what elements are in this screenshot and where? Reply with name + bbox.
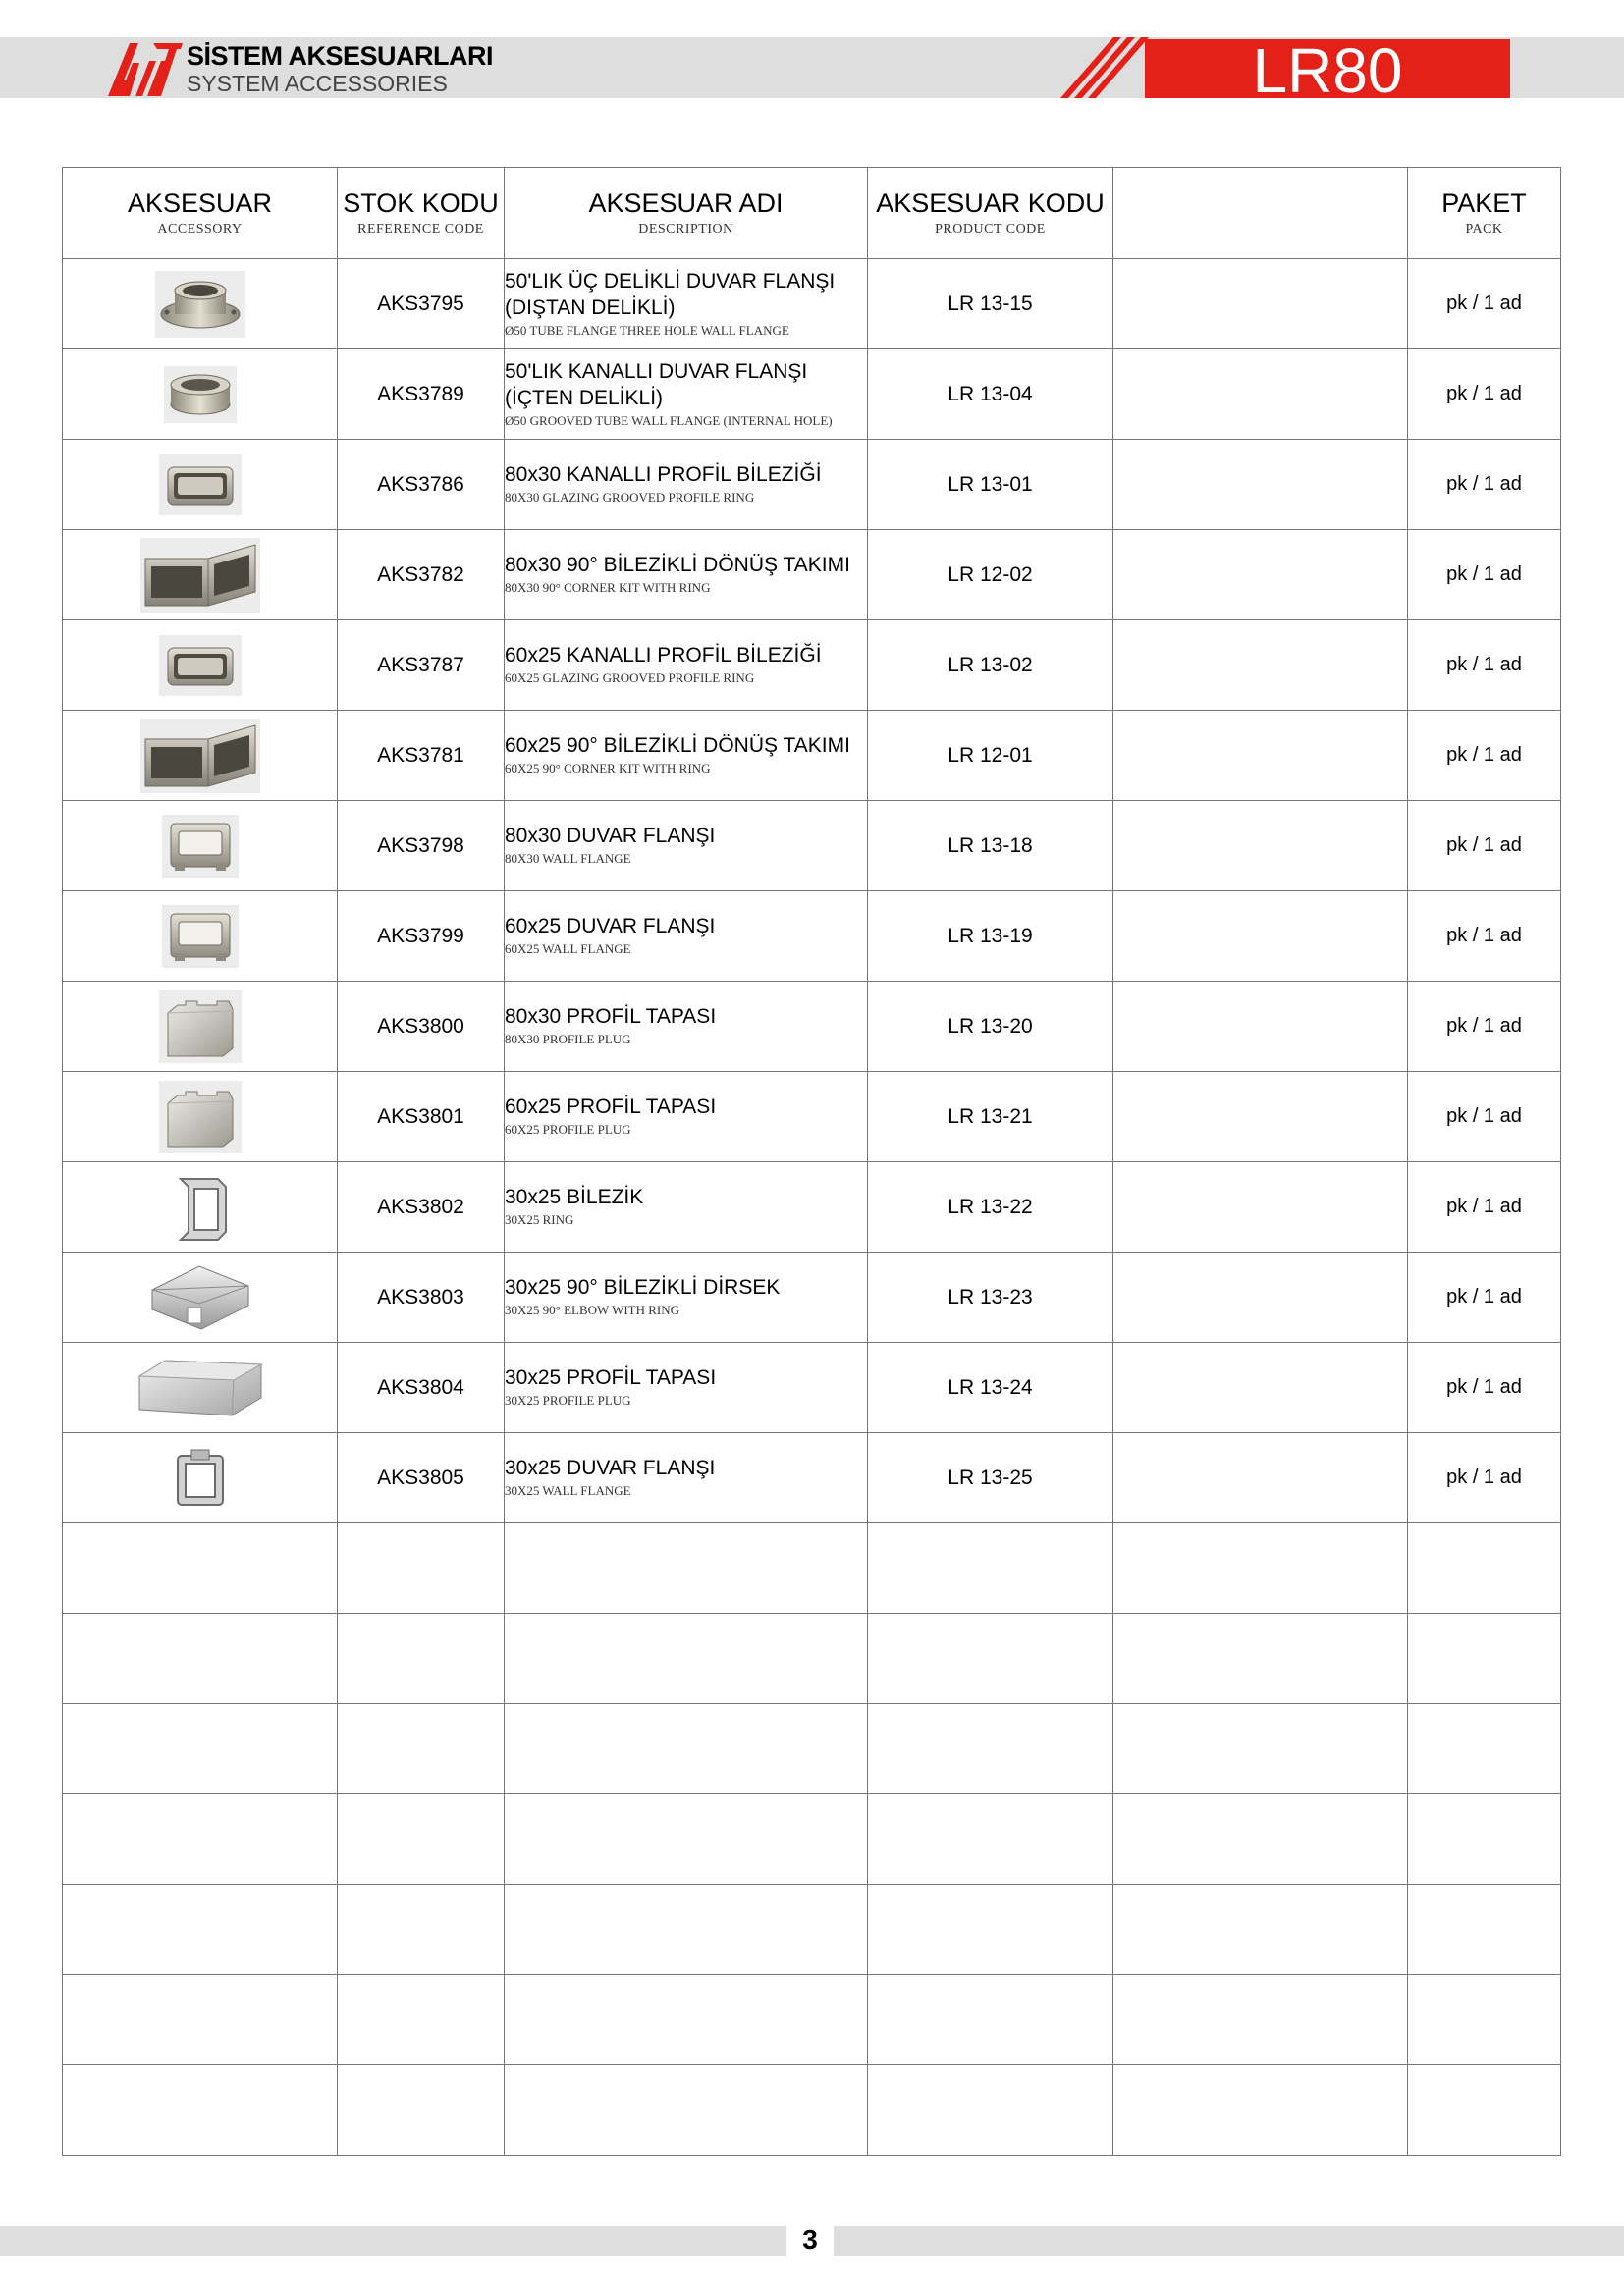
empty-cell <box>1408 1975 1561 2065</box>
catalog-subtitle: SYSTEM ACCESSORIES <box>187 71 448 96</box>
round-three-hole-flange-icon <box>153 295 247 312</box>
empty-cell <box>505 1885 868 1975</box>
empty-cell <box>505 1523 868 1614</box>
empty-cell <box>1113 1794 1408 1885</box>
empty-cell <box>63 2065 338 2156</box>
description-cell <box>505 259 868 349</box>
description-tr: 80x30 90° BİLEZİKLİ DÖNÜŞ TAKIMI <box>505 554 850 576</box>
table-row <box>63 982 1561 1072</box>
reference-code: AKS3795 <box>338 259 505 349</box>
pack-cell: pk / 1 ad <box>1408 1162 1561 1253</box>
empty-cell <box>1408 1523 1561 1614</box>
blank-cell <box>1113 711 1408 801</box>
empty-row <box>63 1794 1561 1885</box>
description-tr: 60x25 DUVAR FLANŞI <box>505 915 716 937</box>
empty-cell <box>505 2065 868 2156</box>
empty-cell <box>505 1704 868 1794</box>
table-row <box>63 1343 1561 1433</box>
empty-cell <box>1113 2065 1408 2156</box>
reference-code: AKS3803 <box>338 1253 505 1343</box>
empty-cell <box>338 1885 505 1975</box>
product-code: LR 13-23 <box>868 1253 1113 1343</box>
pack-cell: pk / 1 ad <box>1408 259 1561 349</box>
empty-cell <box>1408 1794 1561 1885</box>
col-header-accessory: AKSESUAR ACCESSORY <box>63 168 338 259</box>
empty-row <box>63 1614 1561 1704</box>
description-tr: 30x25 PROFİL TAPASI <box>505 1366 717 1389</box>
small-wall-flange-icon <box>166 1469 235 1486</box>
pack-cell: pk / 1 ad <box>1408 982 1561 1072</box>
description-en: 60X25 GLAZING GROOVED PROFILE RING <box>505 670 755 685</box>
table-row <box>63 620 1561 711</box>
accessory-image <box>63 440 338 530</box>
description-en: 80X30 PROFILE PLUG <box>505 1032 631 1046</box>
decorative-stripes <box>1060 37 1149 98</box>
empty-cell <box>338 1614 505 1704</box>
pack-cell: pk / 1 ad <box>1408 1072 1561 1162</box>
table-row <box>63 1433 1561 1523</box>
pack-cell: pk / 1 ad <box>1408 801 1561 891</box>
product-code: LR 12-01 <box>868 711 1113 801</box>
description-cell <box>505 349 868 440</box>
product-code: LR 13-22 <box>868 1162 1113 1253</box>
empty-cell <box>868 1704 1113 1794</box>
reference-code: AKS3798 <box>338 801 505 891</box>
blank-cell <box>1113 440 1408 530</box>
accessory-image <box>63 1162 338 1253</box>
product-code: LR 13-18 <box>868 801 1113 891</box>
reference-code: AKS3781 <box>338 711 505 801</box>
empty-cell <box>338 2065 505 2156</box>
empty-cell <box>868 1614 1113 1704</box>
description-en: Ø50 TUBE FLANGE THREE HOLE WALL FLANGE <box>505 322 789 338</box>
empty-row <box>63 1885 1561 1975</box>
description-cell <box>505 801 868 891</box>
empty-cell <box>868 2065 1113 2156</box>
description-cell <box>505 1253 868 1343</box>
table-header-row <box>63 168 1561 259</box>
wall-flange-icon <box>161 837 240 854</box>
empty-row <box>63 1704 1561 1794</box>
empty-cell <box>1408 1704 1561 1794</box>
accessories-table <box>62 167 1561 2156</box>
accessory-image <box>63 620 338 711</box>
small-ring-icon <box>167 1199 234 1215</box>
product-code: LR 13-04 <box>868 349 1113 440</box>
accessory-image <box>63 1072 338 1162</box>
description-en: 80X30 GLAZING GROOVED PROFILE RING <box>505 490 755 505</box>
blank-cell <box>1113 530 1408 620</box>
empty-cell <box>63 1523 338 1614</box>
flat-plug-icon <box>135 1379 265 1396</box>
description-cell <box>505 1162 868 1253</box>
reference-code: AKS3800 <box>338 982 505 1072</box>
profile-plug-icon <box>158 1108 243 1125</box>
empty-cell <box>63 1975 338 2065</box>
empty-row <box>63 1975 1561 2065</box>
accessory-image <box>63 1253 338 1343</box>
reference-code: AKS3802 <box>338 1162 505 1253</box>
empty-cell <box>1408 1885 1561 1975</box>
col-header-reference: STOK KODU REFERENCE CODE <box>338 168 505 259</box>
reference-code: AKS3799 <box>338 891 505 982</box>
empty-row <box>63 1523 1561 1614</box>
blank-cell <box>1113 801 1408 891</box>
description-en: 60X25 PROFILE PLUG <box>505 1122 631 1137</box>
pack-cell: pk / 1 ad <box>1408 1343 1561 1433</box>
system-code: LR80 <box>1145 39 1510 98</box>
table-row <box>63 440 1561 530</box>
empty-cell <box>868 1975 1113 2065</box>
profile-ring-icon <box>158 476 243 493</box>
empty-cell <box>1408 1614 1561 1704</box>
empty-cell <box>868 1885 1113 1975</box>
pack-cell: pk / 1 ad <box>1408 530 1561 620</box>
description-cell <box>505 440 868 530</box>
empty-cell <box>338 1975 505 2065</box>
corner-kit-icon <box>139 747 261 764</box>
wall-flange-icon <box>161 928 240 944</box>
reference-code: AKS3804 <box>338 1343 505 1433</box>
blank-cell <box>1113 1162 1408 1253</box>
reference-code: AKS3801 <box>338 1072 505 1162</box>
pack-cell: pk / 1 ad <box>1408 891 1561 982</box>
table-row <box>63 891 1561 982</box>
table-row <box>63 259 1561 349</box>
description-cell <box>505 891 868 982</box>
product-code: LR 13-20 <box>868 982 1113 1072</box>
empty-cell <box>1113 1523 1408 1614</box>
product-code: LR 13-25 <box>868 1433 1113 1523</box>
description-tr: 30x25 DUVAR FLANŞI <box>505 1457 716 1479</box>
description-tr: 60x25 90° BİLEZİKLİ DÖNÜŞ TAKIMI <box>505 734 850 757</box>
table-row <box>63 1162 1561 1253</box>
product-code: LR 13-15 <box>868 259 1113 349</box>
empty-cell <box>63 1704 338 1794</box>
pack-cell: pk / 1 ad <box>1408 440 1561 530</box>
description-en: 30X25 WALL FLANGE <box>505 1483 631 1498</box>
col-header-description: AKSESUAR ADI DESCRIPTION <box>505 168 868 259</box>
empty-row <box>63 2065 1561 2156</box>
table-row <box>63 1072 1561 1162</box>
description-en: Ø50 GROOVED TUBE WALL FLANGE (INTERNAL HOLE) <box>505 412 833 428</box>
profile-ring-icon <box>158 657 243 673</box>
blank-cell <box>1113 620 1408 711</box>
empty-cell <box>63 1885 338 1975</box>
empty-cell <box>505 1794 868 1885</box>
accessory-image <box>63 891 338 982</box>
description-tr: 60x25 KANALLI PROFİL BİLEZİĞİ <box>505 644 822 667</box>
company-logo <box>108 41 183 98</box>
blank-cell <box>1113 982 1408 1072</box>
description-cell <box>505 530 868 620</box>
empty-cell <box>505 1975 868 2065</box>
blank-cell <box>1113 1253 1408 1343</box>
empty-cell <box>338 1794 505 1885</box>
reference-code: AKS3805 <box>338 1433 505 1523</box>
description-en: 30X25 PROFILE PLUG <box>505 1393 631 1408</box>
blank-cell <box>1113 1433 1408 1523</box>
accessory-image <box>63 259 338 349</box>
pack-cell: pk / 1 ad <box>1408 1253 1561 1343</box>
description-tr: 50'LIK ÜÇ DELİKLİ DUVAR FLANŞI (DIŞTAN DELİKLİ) <box>505 269 836 319</box>
description-en: 30X25 90° ELBOW WITH RING <box>505 1303 680 1317</box>
description-cell <box>505 711 868 801</box>
reference-code: AKS3786 <box>338 440 505 530</box>
description-en: 60X25 90° CORNER KIT WITH RING <box>505 761 711 775</box>
product-code: LR 12-02 <box>868 530 1113 620</box>
empty-cell <box>338 1523 505 1614</box>
blank-cell <box>1113 1343 1408 1433</box>
description-tr: 80x30 KANALLI PROFİL BİLEZİĞİ <box>505 463 822 486</box>
table-row <box>63 801 1561 891</box>
product-code: LR 13-19 <box>868 891 1113 982</box>
description-en: 80X30 90° CORNER KIT WITH RING <box>505 580 711 595</box>
table-row <box>63 711 1561 801</box>
pack-cell: pk / 1 ad <box>1408 1433 1561 1523</box>
description-en: 60X25 WALL FLANGE <box>505 941 631 956</box>
pack-cell: pk / 1 ad <box>1408 620 1561 711</box>
round-grooved-flange-icon <box>163 386 238 402</box>
empty-cell <box>505 1614 868 1704</box>
col-header-blank <box>1113 168 1408 259</box>
description-cell <box>505 620 868 711</box>
elbow-icon <box>146 1289 254 1306</box>
table-row <box>63 1253 1561 1343</box>
profile-plug-icon <box>158 1018 243 1035</box>
accessory-image <box>63 530 338 620</box>
empty-cell <box>63 1614 338 1704</box>
accessory-image <box>63 801 338 891</box>
product-code: LR 13-01 <box>868 440 1113 530</box>
blank-cell <box>1113 349 1408 440</box>
empty-cell <box>1113 1975 1408 2065</box>
accessory-image <box>63 982 338 1072</box>
empty-cell <box>868 1794 1113 1885</box>
catalog-title: SİSTEM AKSESUARLARI <box>187 41 494 71</box>
page-number: 3 <box>786 2220 834 2260</box>
empty-cell <box>1113 1885 1408 1975</box>
empty-cell <box>338 1704 505 1794</box>
description-en: 30X25 RING <box>505 1212 574 1227</box>
product-code: LR 13-24 <box>868 1343 1113 1433</box>
description-tr: 30x25 90° BİLEZİKLİ DİRSEK <box>505 1276 781 1299</box>
empty-cell <box>1408 2065 1561 2156</box>
description-cell <box>505 1343 868 1433</box>
description-cell <box>505 1433 868 1523</box>
table-row <box>63 349 1561 440</box>
accessory-image <box>63 711 338 801</box>
description-tr: 30x25 BİLEZİK <box>505 1186 644 1208</box>
col-header-pack: PAKET PACK <box>1408 168 1561 259</box>
reference-code: AKS3789 <box>338 349 505 440</box>
blank-cell <box>1113 1072 1408 1162</box>
empty-cell <box>63 1794 338 1885</box>
empty-cell <box>1113 1614 1408 1704</box>
product-code: LR 13-02 <box>868 620 1113 711</box>
pack-cell: pk / 1 ad <box>1408 349 1561 440</box>
blank-cell <box>1113 891 1408 982</box>
description-tr: 50'LIK KANALLI DUVAR FLANŞI (İÇTEN DELİKLİ) <box>505 359 808 409</box>
col-header-product-code: AKSESUAR KODU PRODUCT CODE <box>868 168 1113 259</box>
description-tr: 80x30 DUVAR FLANŞI <box>505 825 716 847</box>
accessory-image <box>63 1433 338 1523</box>
empty-cell <box>868 1523 1113 1614</box>
description-tr: 80x30 PROFİL TAPASI <box>505 1005 717 1028</box>
table-row <box>63 530 1561 620</box>
description-cell <box>505 1072 868 1162</box>
product-code: LR 13-21 <box>868 1072 1113 1162</box>
reference-code: AKS3782 <box>338 530 505 620</box>
corner-kit-icon <box>139 566 261 583</box>
pack-cell: pk / 1 ad <box>1408 711 1561 801</box>
description-en: 80X30 WALL FLANGE <box>505 851 631 866</box>
accessory-image <box>63 1343 338 1433</box>
reference-code: AKS3787 <box>338 620 505 711</box>
description-tr: 60x25 PROFİL TAPASI <box>505 1095 717 1118</box>
empty-cell <box>1113 1704 1408 1794</box>
description-cell <box>505 982 868 1072</box>
blank-cell <box>1113 259 1408 349</box>
accessory-image <box>63 349 338 440</box>
